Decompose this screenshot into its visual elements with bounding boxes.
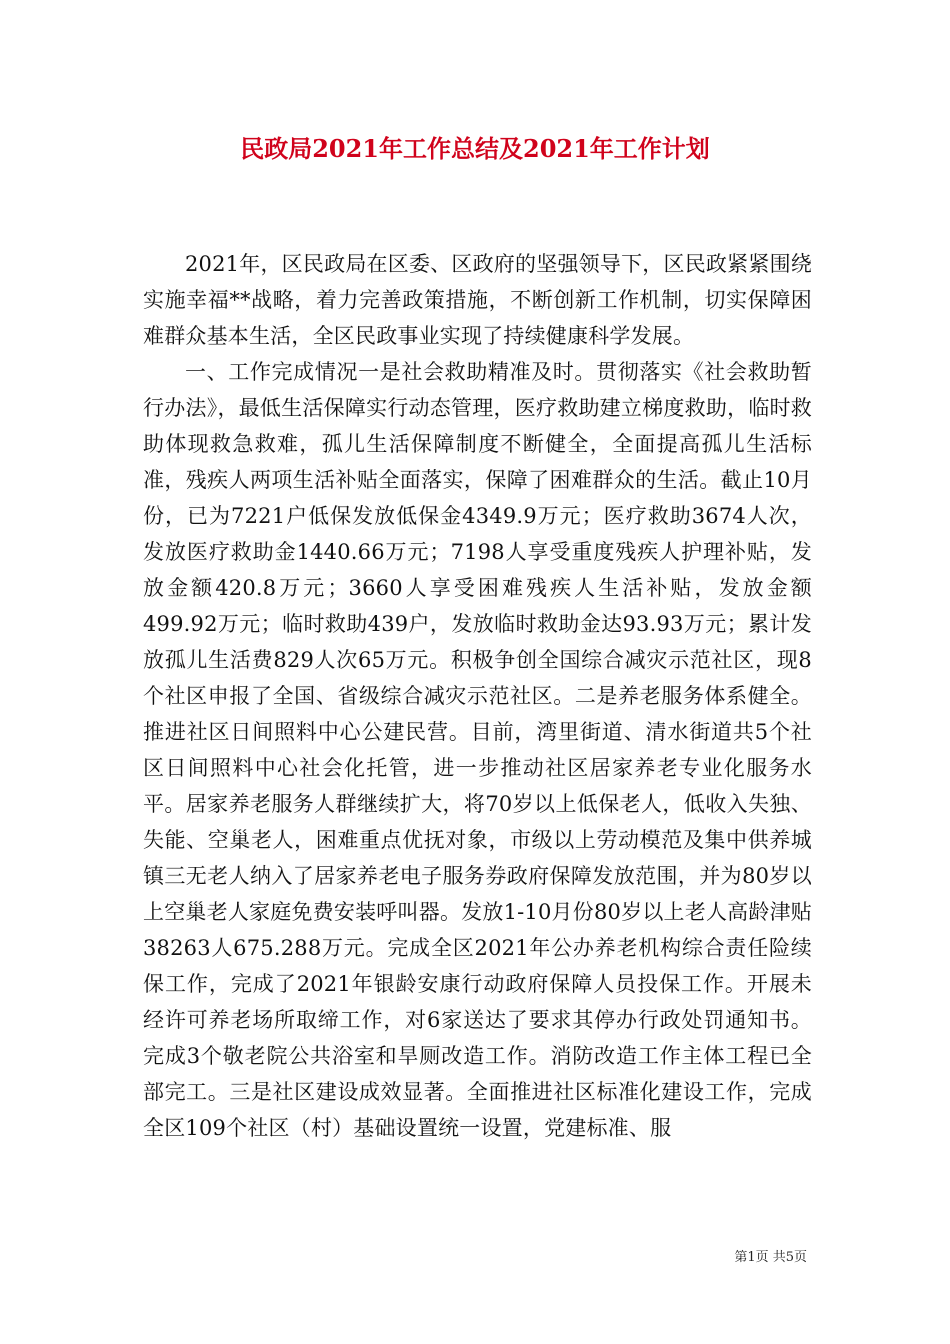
paragraph-work-summary: 一、工作完成情况一是社会救助精准及时。贯彻落实《社会救助暂行办法》，最低生活保障实行动态管理，医疗救助建立梯度救助，临时救助体现救急救难，孤儿生活保障制度不断健全，全面提高孤儿生活标准，残疾人两项生活补贴全面落实，保障了困难群众的生活。截止10月份，已为7221户低保发放低保金4349.9万元；医疗救助3674人次，发放医疗救助金1440.66万元；7198人享受重度残疾人护理补贴，发放金额420.8万元；3660人享受困难残疾人生活补贴，发放金额499.92万元；临时救助439户，发放临时救助金达93.93万元；累计发放孤儿生活费829人次65万元。积极争创全国综合减灾示范社区，现8个社区申报了全国、省级综合减灾示范社区。二是养老服务体系健全。推进社区日间照料中心公建民营。目前，湾里街道、清水街道共5个社区日间照料中心社会化托管，进一步推动社区居家养老专业化服务水平。居家养老服务人群继续扩大，将70岁以上低保老人，低收入失独、失能、空巢老人，困难重点优抚对象，市级以上劳动模范及集中供养城镇三无老人纳入了居家养老电子服务券政府保障发放范围，并为80岁以上空巢老人家庭免费安装呼叫器。发放1-10月份80岁以上老人高龄津贴38263人675.288万元。完成全区2021年公办养老机构综合责任险续保工作，完成了2021年银龄安康行动政府保障人员投保工作。开展未经许可养老场所取缔工作，对6家送达了要求其停办行政处罚通知书。完成3个敬老院公共浴室和旱厕改造工作。消防改造工作主体工程已全部完工。三是社区建设成效显著。全面推进社区标准化建设工作，完成全区109个社区（村）基础设置统一设置，党建标准、服 <box>143 360 812 1140</box>
page-number-footer: 第1页 共5页 <box>734 1250 807 1265</box>
paragraph-intro: 2021年，区民政局在区委、区政府的坚强领导下，区民政紧紧围绕实施幸福**战略，着力完善政策措施，不断创新工作机制，切实保障困难群众基本生活，全区民政事业实现了持续健康科学发展。 <box>143 252 812 348</box>
document-title: 民政局2021年工作总结及2021年工作计划 <box>240 134 710 163</box>
document-body <box>143 246 812 1146</box>
